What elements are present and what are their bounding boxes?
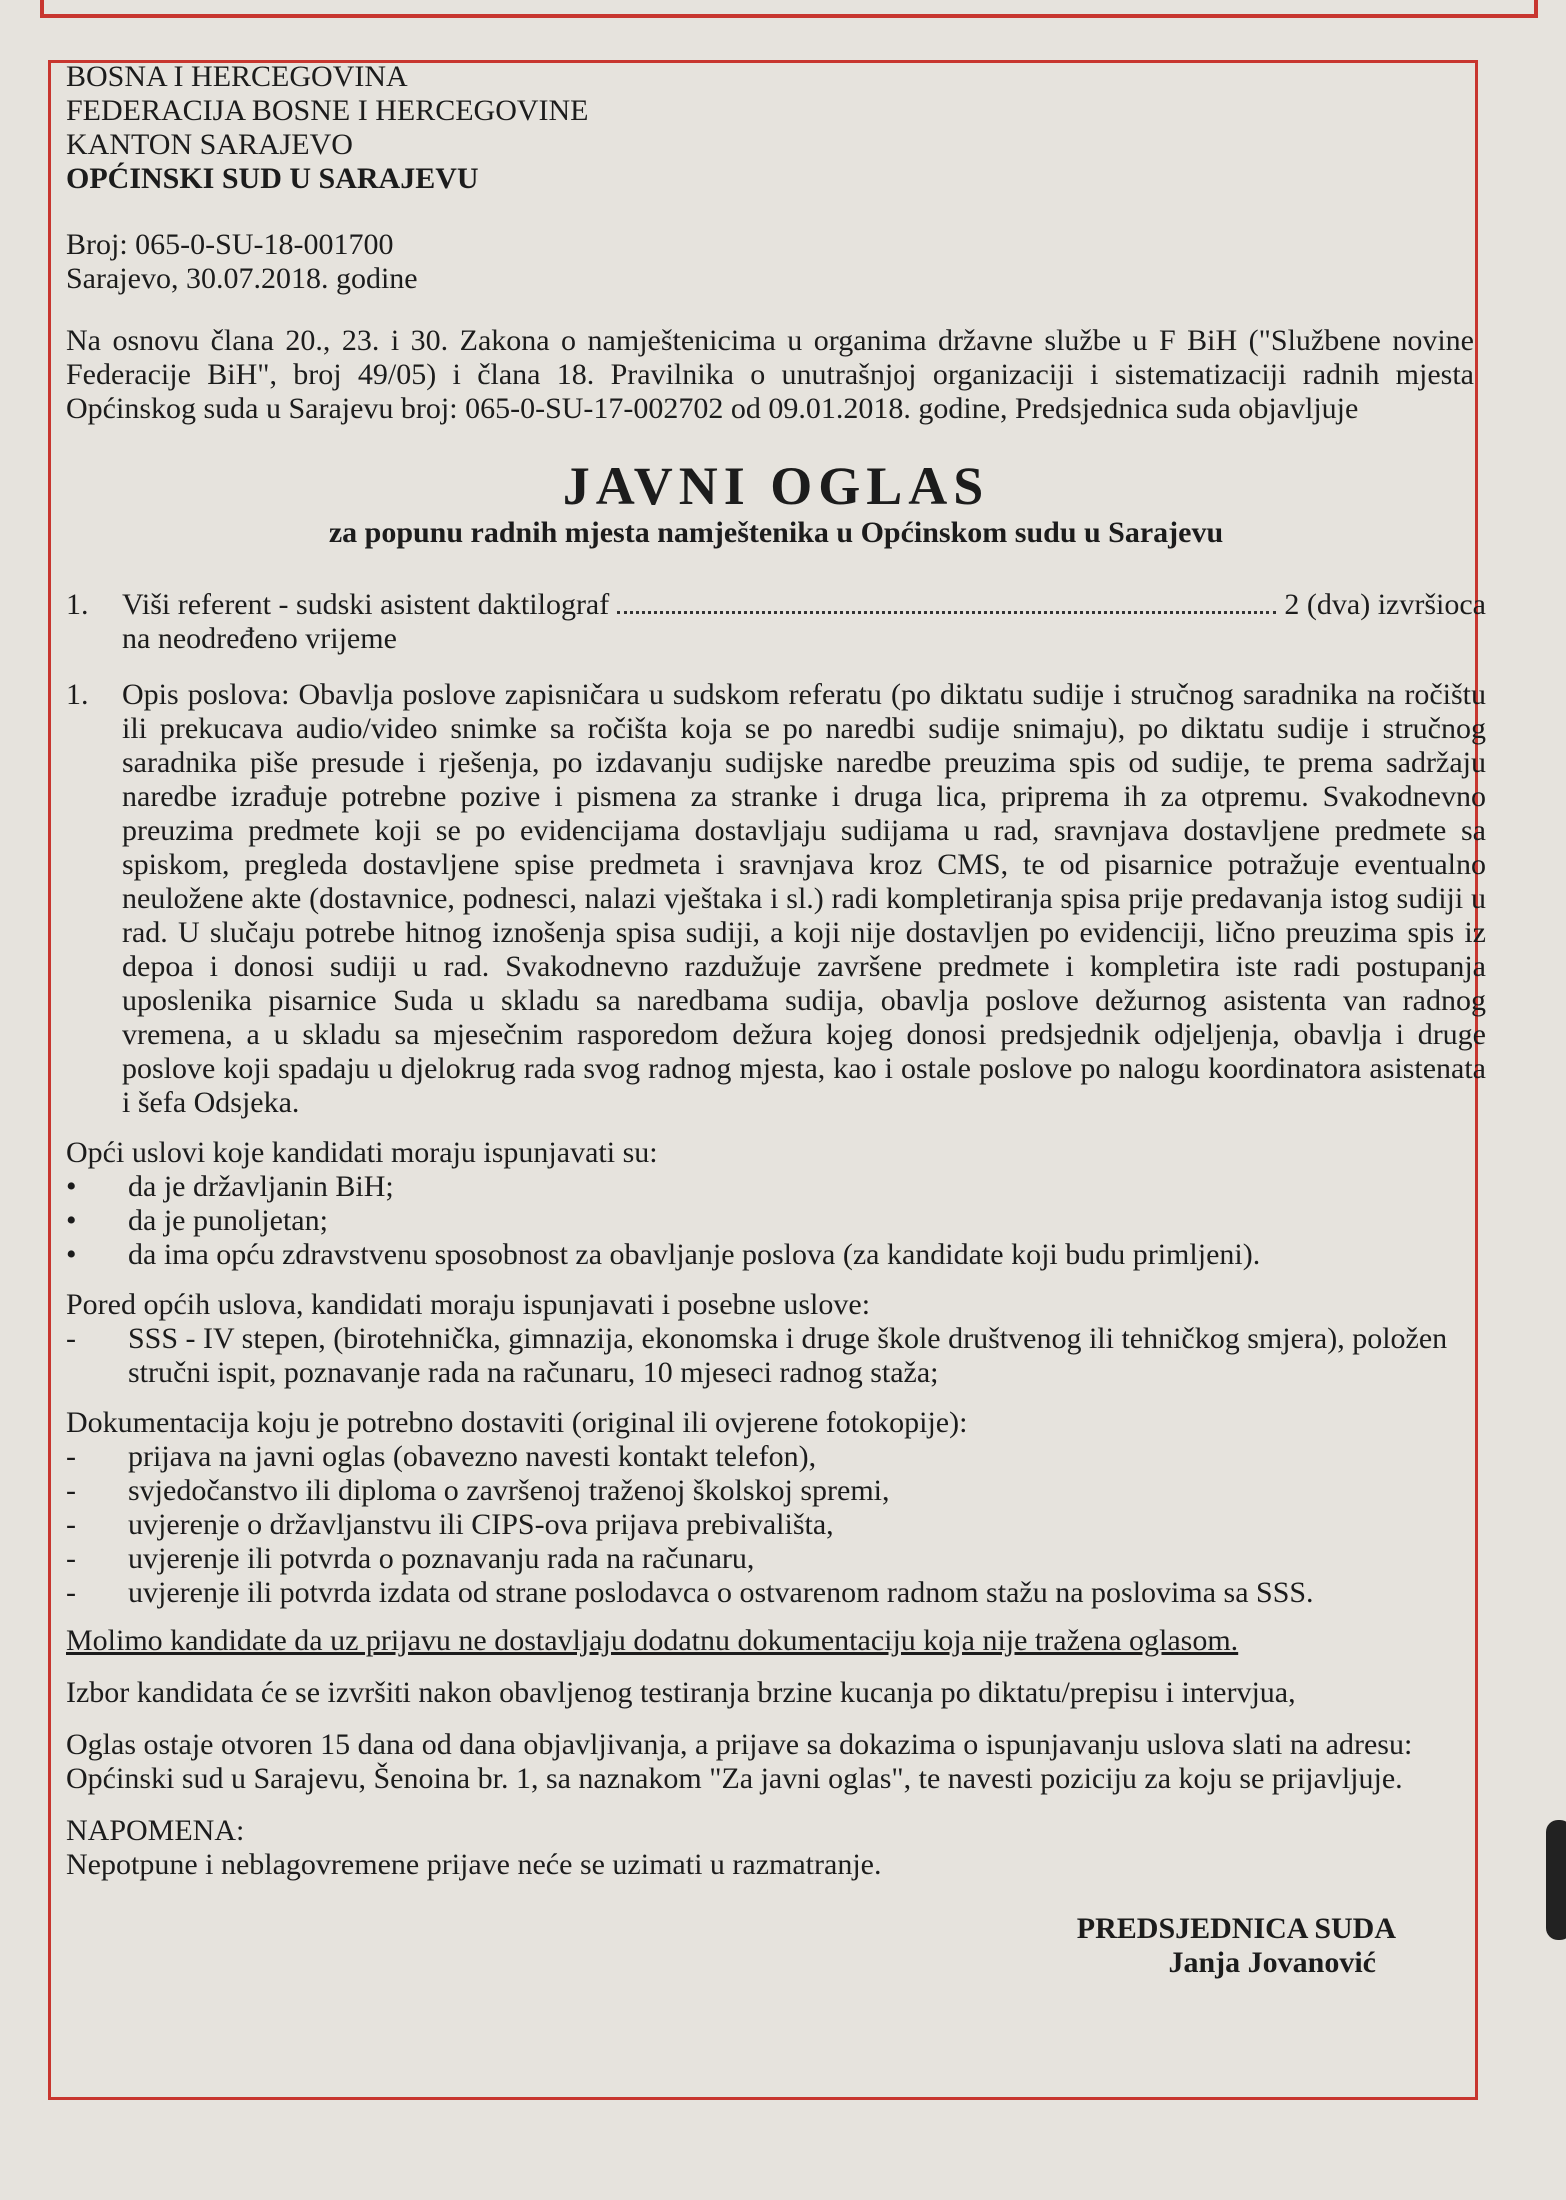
bullet-icon: •	[66, 1204, 77, 1237]
position-entry	[66, 588, 1486, 656]
description-number: 1.	[66, 678, 89, 711]
bullet-icon: •	[66, 1238, 77, 1271]
dash-icon: -	[66, 1508, 76, 1541]
list-item: - uvjerenje ili potvrda izdata od strane poslodavca o ostvarenom radnom stažu na poslovima sa SSS.	[66, 1576, 1314, 1609]
page-title: JAVNI OGLAS	[562, 456, 990, 516]
required-documents	[66, 1406, 1486, 1610]
bullet-icon: •	[66, 1170, 77, 1203]
top-border-fragment	[40, 0, 1538, 18]
dash-icon: -	[66, 1542, 76, 1575]
list-item: - uvjerenje o državljanstvu ili CIPS-ova prijava prebivališta,	[66, 1508, 834, 1541]
general-conditions	[66, 1136, 1486, 1272]
description-text: Opis poslova: Obavlja poslove zapisničara u sudskom referatu (po diktatu sudije i stručnog saradnika na ročištu ili prekucava audio/video snimke sa ročišta koja se po naredbi sudije snimaju), po diktatu sudije i stručnog saradnika piše presude i rješenja, po izdavanju sudijske naredbe preuzima spis od sudije, te prema sadržaju naredbe izrađuje potrebne pozive i pismena za stranke i druga lica, priprema ih za otpremu. Svakodnevno preuzima predmete koji se po evidencijama dostavljaju sudijama u rad, sravnjava dostavljene predmete sa spiskom, pregleda dostavljene spise predmeta i sravnjava kroz CMS, te od pisarnice potražuje eventualno neuložene akte (dostavnice, podnesci, nalazi vještaka i sl.) radi kompletiranja spisa prije predavanja istog sudiji u rad. U slučaju potrebe hitnog iznošenja spisa sudiji, a koji nije dostavljen po evidenciji, lično preuzima spis iz depoa i donosi sudiji u rad. Svakodnevno razdužuje završene predmete i kompletira iste radi postupanja uposlenika pisarnice Suda u skladu sa naredbama sudija, obavlja poslove dežurnog asistenta van radnog vremena, a u skladu sa mjesečnim rasporedom dežura kojeg donosi predsjednik odjeljenja, obavlja i druge poslove koji spadaju u djelokrug rada svog radnog mjesta, kao i ostale poslove po nalogu koordinatora asistenata i šefa Odsjeka.	[122, 678, 1486, 1119]
court-announcement	[66, 60, 1486, 1980]
special-heading: Pored općih uslova, kandidati moraju ispunjavati i posebne uslove:	[66, 1288, 871, 1321]
signature-role: PREDSJEDNICA SUDA	[1076, 1912, 1396, 1945]
extra-documents-notice: Molimo kandidate da uz prijavu ne dostavljaju dodatnu dokumentaciju koja nije tražena oglasom.	[66, 1624, 1239, 1657]
open-period-paragraph: Oglas ostaje otvoren 15 dana od dana objavljivanja, a prijave sa dokazima o ispunjavanju uslova slati na adresu: Općinski sud u Sarajevu, Šenoina br. 1, sa naznakom "Za javni oglas", te navesti poziciju za koju se prijavljuje.	[66, 1728, 1413, 1795]
list-item: - svjedočanstvo ili diploma o završenoj traženoj školskoj spremi,	[66, 1474, 890, 1507]
selection-process: Izbor kandidata će se izvršiti nakon obavljenog testiranja brzine kucanja po diktatu/prepisu i intervjua,	[66, 1676, 1296, 1709]
special-conditions	[66, 1288, 1486, 1390]
issuer-header	[66, 60, 1486, 196]
list-item: - SSS - IV stepen, (birotehnička, gimnazija, ekonomska i druge škole društvenog ili tehničkog smjera), položen stručni ispit, poznavanje rada na računaru, 10 mjeseci radnog staža;	[66, 1322, 1448, 1389]
header-country: BOSNA I HERCEGOVINA	[66, 60, 408, 93]
list-item: • da je punoljetan;	[66, 1204, 328, 1237]
dash-icon: -	[66, 1576, 76, 1609]
position-term: na neodređeno vrijeme	[122, 622, 397, 655]
note-heading: NAPOMENA:	[66, 1814, 245, 1847]
header-federation: FEDERACIJA BOSNE I HERCEGOVINE	[66, 94, 589, 127]
position-count: 2 (dva) izvršioca	[1284, 588, 1486, 621]
binder-ring-icon	[1546, 1820, 1566, 1940]
reference-number: Broj: 065-0-SU-18-001700	[66, 228, 394, 261]
issue-date: Sarajevo, 30.07.2018. godine	[66, 262, 418, 295]
list-item: • da je državljanin BiH;	[66, 1170, 394, 1203]
position-number: 1.	[66, 588, 89, 621]
list-item: - uvjerenje ili potvrda o poznavanju rada na računaru,	[66, 1542, 755, 1575]
note-block	[66, 1814, 1486, 1882]
legal-basis-paragraph: Na osnovu člana 20., 23. i 30. Zakona o namještenicima u organima državne službe u F BiH ("Službene novine Federacije BiH", broj 49/05) i člana 18. Pravilnika o unutrašnjoj organizaciji i sistematizaciji radnih mjesta Općinskog suda u Sarajevu broj: 065-0-SU-17-002702 od 09.01.2018. godine, Predsjednica suda objavljuje	[66, 324, 1474, 425]
header-canton: KANTON SARAJEVO	[66, 128, 353, 161]
list-item: • da ima opću zdravstvenu sposobnost za obavljanje poslova (za kandidate koji budu primljeni).	[66, 1238, 1261, 1271]
general-heading: Opći uslovi koje kandidati moraju ispunjavati su:	[66, 1136, 658, 1169]
dash-icon: -	[66, 1440, 76, 1473]
documents-heading: Dokumentacija koju je potrebno dostaviti (original ili ovjerene fotokopije):	[66, 1406, 968, 1439]
position-name: Viši referent - sudski asistent daktilograf	[122, 588, 610, 621]
job-description	[66, 678, 1486, 1120]
dash-icon: -	[66, 1474, 76, 1507]
signature-name: Janja Jovanović	[1168, 1946, 1376, 1979]
reference-block	[66, 228, 1486, 296]
list-item: - prijava na javni oglas (obavezno navesti kontakt telefon),	[66, 1440, 817, 1473]
note-text: Nepotpune i neblagovremene prijave neće se uzimati u razmatranje.	[66, 1848, 882, 1881]
dash-icon: -	[66, 1322, 76, 1355]
dot-leader	[617, 611, 1276, 614]
header-court: OPĆINSKI SUD U SARAJEVU	[66, 162, 479, 195]
page-subtitle: za popunu radnih mjesta namještenika u Općinskom sudu u Sarajevu	[328, 516, 1224, 549]
